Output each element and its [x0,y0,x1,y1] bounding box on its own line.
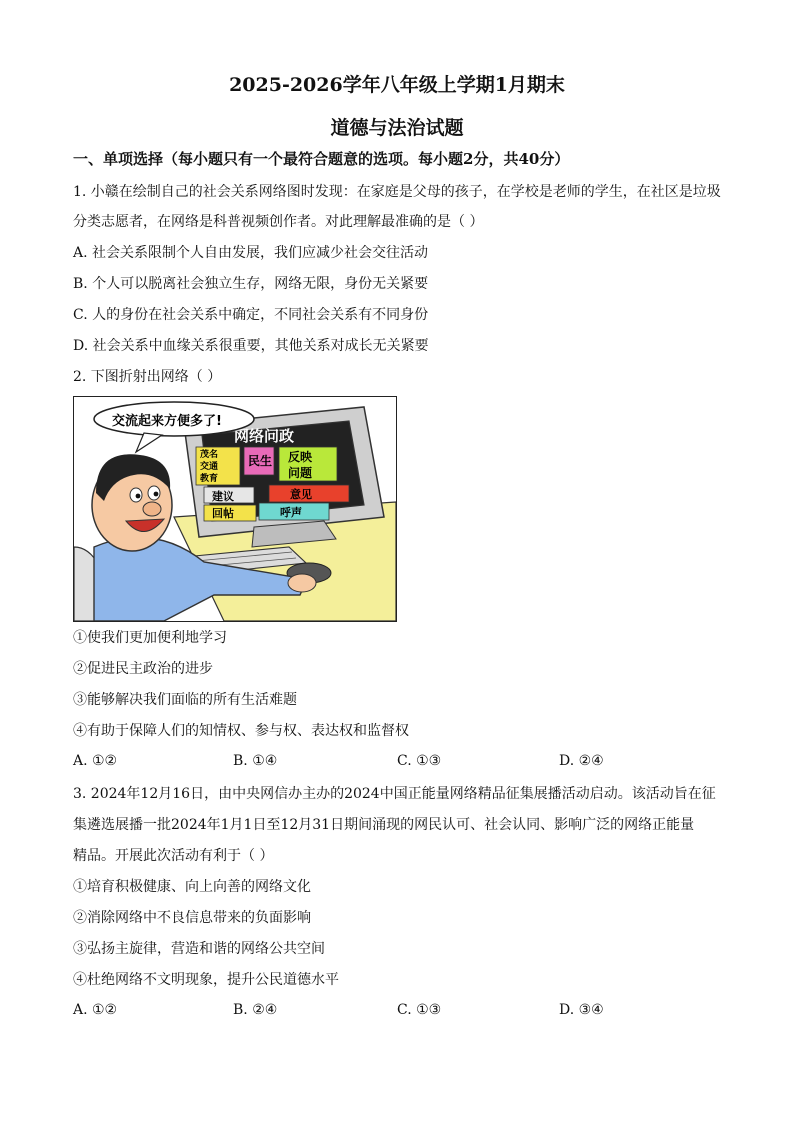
q3-choice-a: A. ①② [73,1002,118,1018]
q2-choice-a: A. ①② [73,753,118,769]
cartoon-illustration [74,397,396,621]
exam-title: 2025-2026学年八年级上学期1月期末 [229,74,565,96]
q3-statement-4: ④杜绝网络不文明现象，提升公民道德水平 [73,972,339,988]
q1-option-d: D. 社会关系中血缘关系很重要，其他关系对成长无关紧要 [73,338,429,354]
q2-choices [73,753,733,773]
q3-statement-2: ②消除网络中不良信息带来的负面影响 [73,910,311,926]
q2-choice-c: C. ①③ [397,753,442,769]
q1-option-b: B. 个人可以脱离社会独立生存，网络无限，身份无关紧要 [73,276,429,292]
q1-option-a: A. 社会关系限制个人自由发展，我们应减少社会交往活动 [73,245,429,261]
tag-husheng: 呼声 [280,506,302,519]
q2-choice-b: B. ①④ [233,753,278,769]
q1-stem-line2: 分类志愿者，在网络是科普视频创作者。对此理解最准确的是（ ） [73,214,484,230]
tag-minsheng: 民生 [248,454,273,468]
q3-stem-line1: 3. 2024年12月16日，由中央网信办主办的2024中国正能量网络精品征集展播活动启动。该活动旨在征 [73,786,716,802]
tag-jiaoyu: 教育 [200,474,219,484]
q3-choice-c: C. ①③ [397,1002,442,1018]
tag-yijian: 意见 [290,488,312,501]
q2-stem: 2. 下图折射出网络（ ） [73,369,222,385]
tag-fanying: 反映 [288,450,313,464]
q1-stem-line1: 1. 小赣在绘制自己的社会关系网络图时发现：在家庭是父母的孩子，在学校是老师的学生，在社区是垃圾 [73,184,721,200]
tag-wenti: 问题 [288,466,313,480]
q2-statement-1: ①使我们更加便利地学习 [73,630,227,646]
cartoon-figure [73,396,397,622]
q1-option-c: C. 人的身份在社会关系中确定，不同社会关系有不同身份 [73,307,429,323]
tag-huitie: 回帖 [212,507,234,520]
tag-jiaotong: 交通 [200,462,219,472]
q3-stem-line3: 精品。开展此次活动有利于（ ） [73,848,274,864]
q2-choice-d: D. ②④ [559,753,604,769]
q3-stem-line2: 集遴选展播一批2024年1月1日至12月31日期间涌现的网民认可、社会认同、影响广泛的网络正能量 [73,817,695,833]
q3-choice-b: B. ②④ [233,1002,278,1018]
q2-statement-3: ③能够解决我们面临的所有生活难题 [73,692,297,708]
screen-title: 网络问政 [234,427,295,445]
q3-choices [73,1002,733,1022]
speech-bubble-text: 交流起来方便多了! [112,414,222,429]
q2-statement-4: ④有助于保障人们的知情权、参与权、表达权和监督权 [73,723,409,739]
q3-statement-1: ①培育积极健康、向上向善的网络文化 [73,879,311,895]
q3-choice-d: D. ③④ [559,1002,604,1018]
tag-jianyi: 建议 [212,490,234,503]
q2-statement-2: ②促进民主政治的进步 [73,661,213,677]
q3-statement-3: ③弘扬主旋律，营造和谐的网络公共空间 [73,941,325,957]
section-heading: 一、单项选择（每小题只有一个最符合题意的选项。每小题2分，共40分） [73,150,570,168]
exam-subtitle: 道德与法治试题 [330,117,464,139]
tag-maoming: 茂名 [200,450,219,460]
